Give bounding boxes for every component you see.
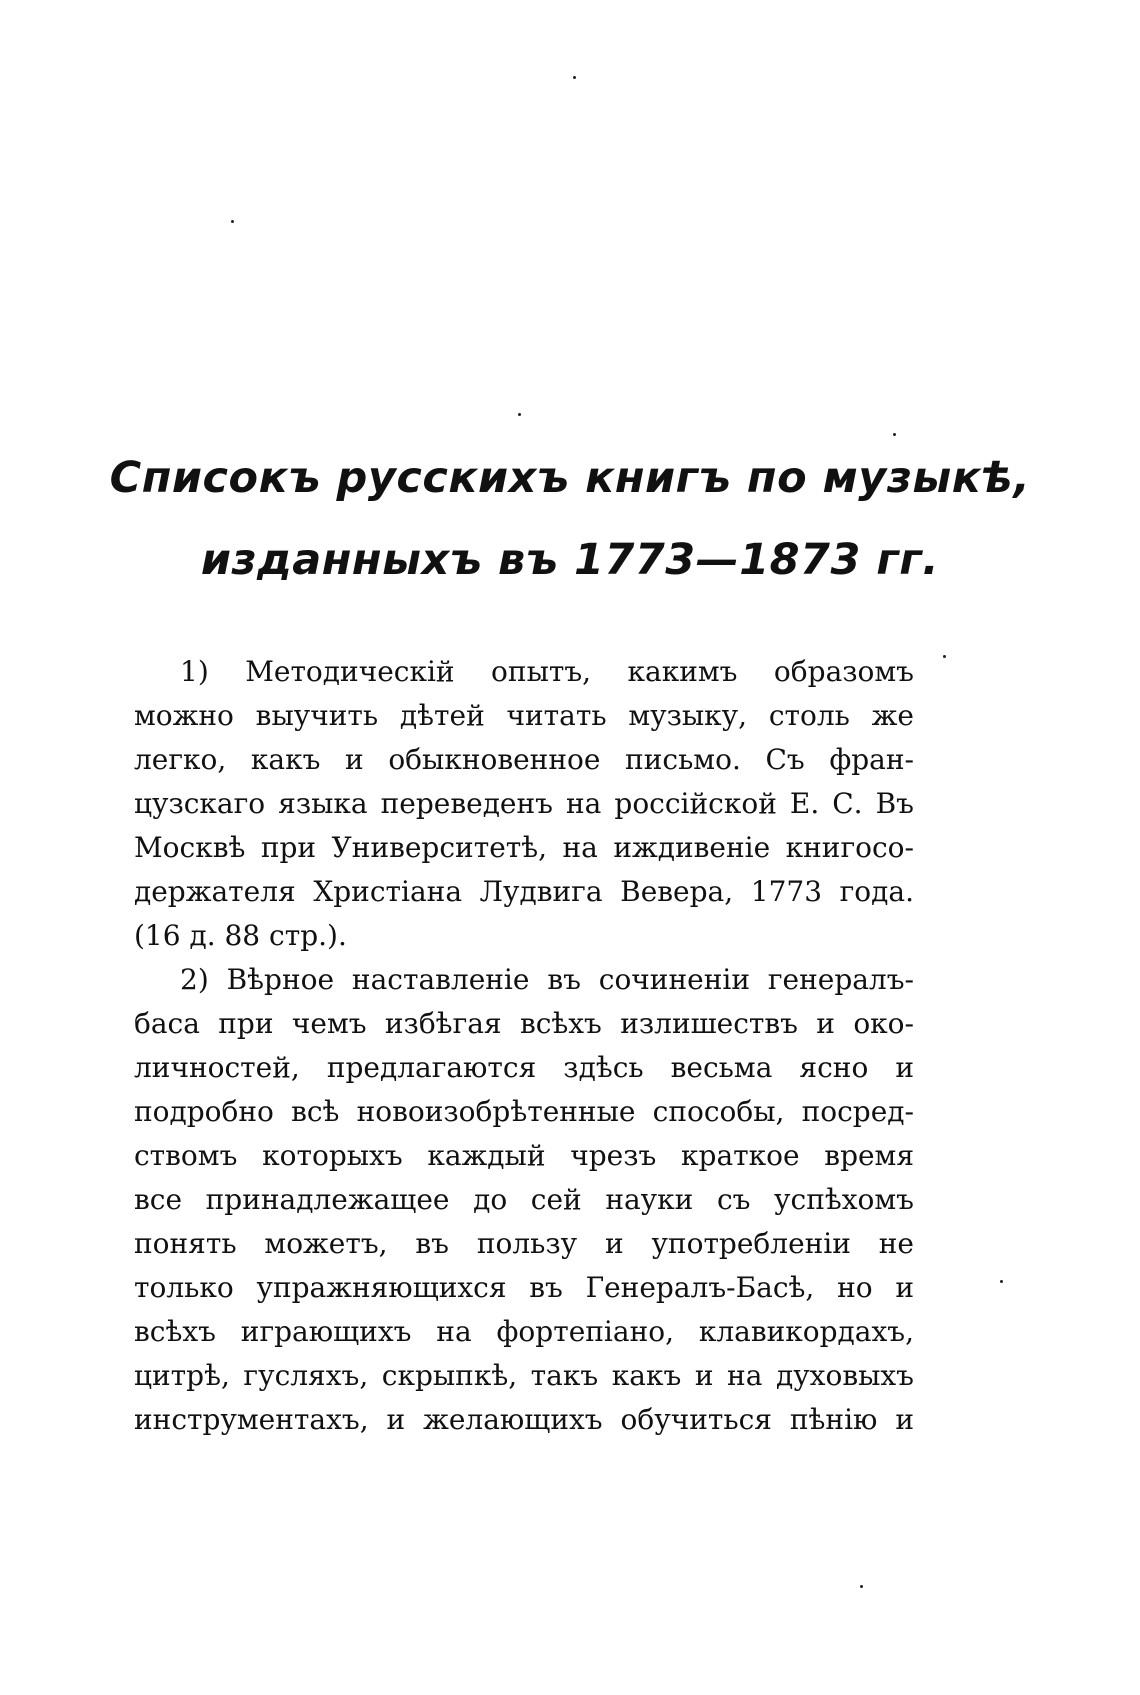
scan-speck [893, 433, 896, 436]
entry-line: держателя Христіана Лудвига Вевера, 1773 года. [134, 875, 914, 908]
entry-line: 1) Методическій опытъ, какимъ образомъ [180, 655, 914, 688]
entry-line: Москвѣ при Университетѣ, на иждивеніе книгосо- [134, 831, 914, 864]
entry-line: все принадлежащее до сей науки съ успѣхомъ [134, 1183, 914, 1216]
scan-speck [231, 220, 234, 223]
page-title-line-2: изданныхъ въ 1773—1873 гг. [200, 535, 940, 585]
entry-line: понять можетъ, въ пользу и употребленіи не [134, 1227, 914, 1260]
entry-line: баса при чемъ избѣгая всѣхъ излишествъ и око- [134, 1007, 914, 1040]
entry-line: ствомъ которыхъ каждый чрезъ краткое время [134, 1139, 914, 1172]
bibliography-entry-1 [134, 650, 914, 958]
entry-line: легко, какъ и обыкновенное письмо. Съ фран- [134, 743, 914, 776]
entry-line: цузскаго языка переведенъ на россійской Е. С. Въ [134, 787, 914, 820]
entry-line: инструментахъ, и желающихъ обучиться пѣнію и [134, 1403, 914, 1436]
entry-line: подробно всѣ новоизобрѣтенные способы, посред- [134, 1095, 914, 1128]
entry-line: цитрѣ, гусляхъ, скрыпкѣ, такъ какъ и на духовыхъ [134, 1359, 914, 1392]
bibliography-entry-2 [134, 958, 914, 1442]
bibliography-list [134, 650, 914, 1442]
entry-line: только упражняющихся въ Генералъ-Басѣ, но и [134, 1271, 914, 1304]
page-title-line-1: Списокъ русскихъ книгъ по музыкѣ, [109, 453, 1031, 503]
scan-speck [943, 655, 946, 658]
entry-line: всѣхъ играющихъ на фортепіано, клавикордахъ, [134, 1315, 914, 1348]
scan-speck [518, 413, 521, 416]
scan-speck [1000, 1280, 1003, 1283]
entry-line: (16 д. 88 стр.). [134, 919, 347, 952]
scan-speck [860, 1585, 863, 1588]
scan-speck [573, 76, 576, 79]
entry-line: можно выучить дѣтей читать музыку, столь же [134, 699, 914, 732]
entry-line: 2) Вѣрное наставленіе въ сочиненіи генералъ- [180, 963, 914, 996]
entry-line: личностей, предлагаются здѣсь весьма ясно и [134, 1051, 914, 1084]
